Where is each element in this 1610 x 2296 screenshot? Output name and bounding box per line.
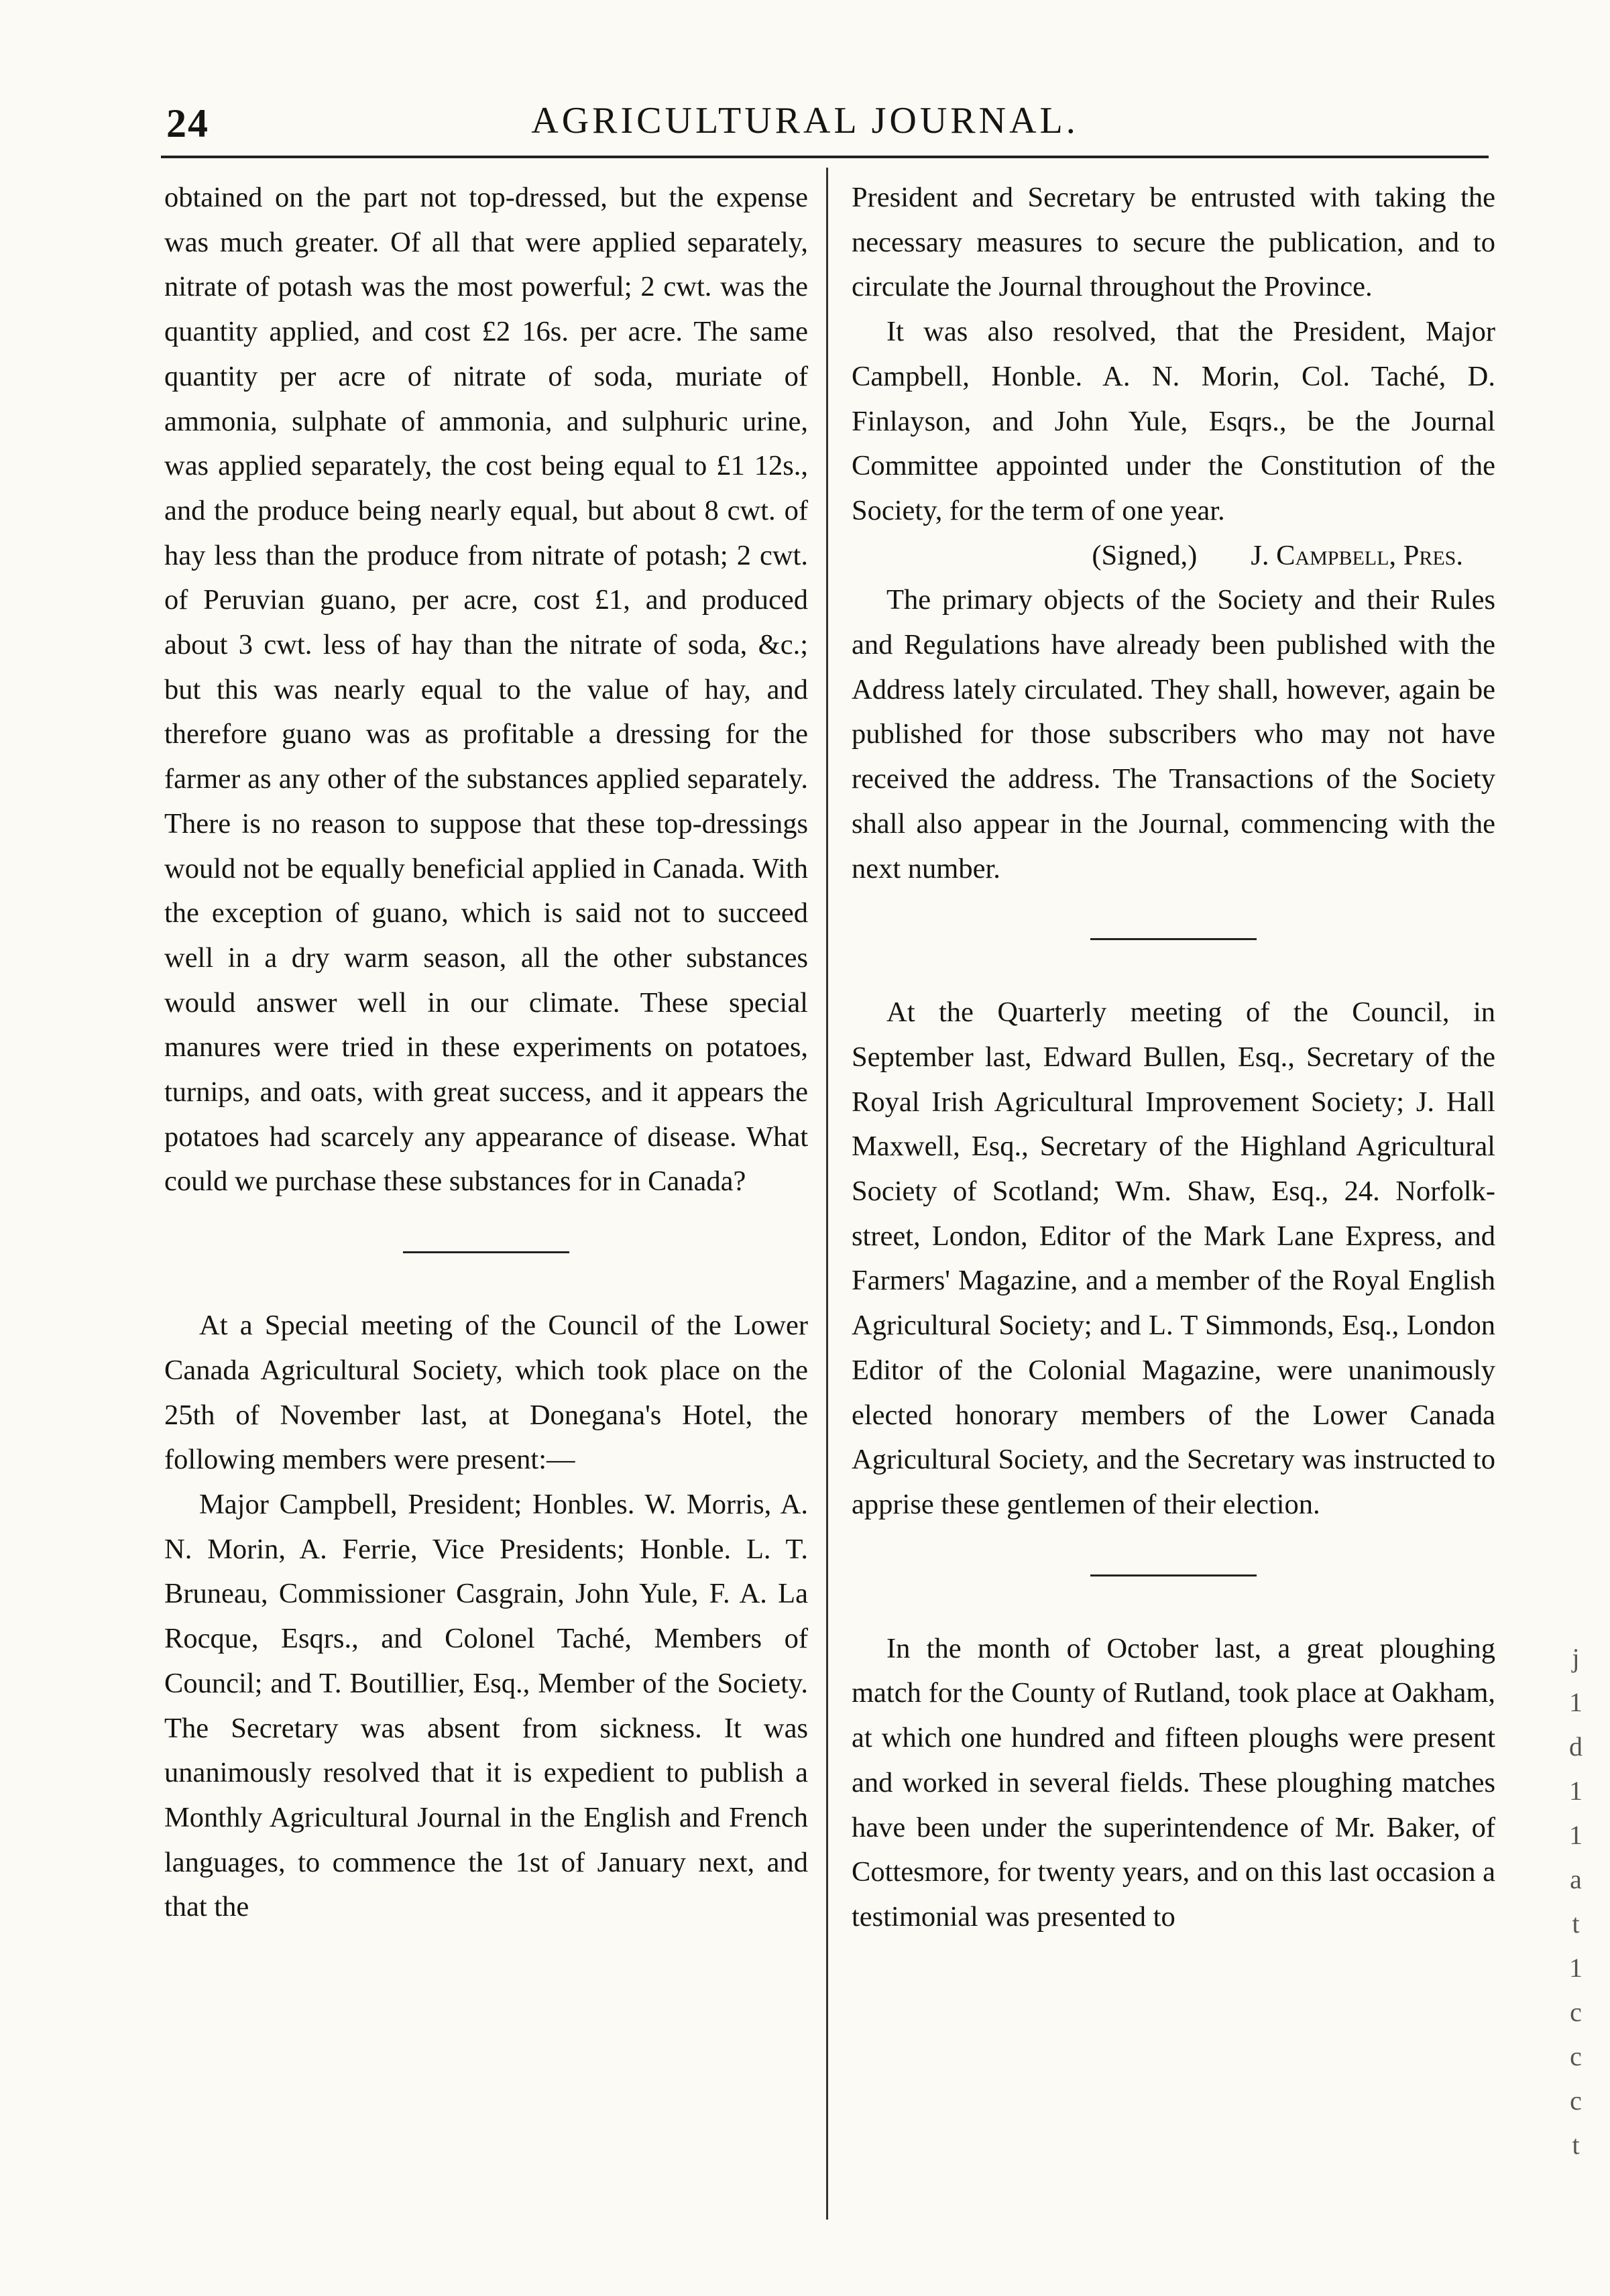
paragraph-special-meeting: At a Special meeting of the Council of the Lower Canada Agricultural Society, which took place on the 25th of November last, at Donegana's Hotel, the following members were present:—	[164, 1310, 808, 1476]
margin-mark: c	[1570, 1997, 1582, 2027]
paragraph-top-dressing-results: obtained on the part not top-dressed, but the expense was much greater. Of all that were applied separately, nitrate of potash was the most powerful; 2 cwt. was the quantity applied, and cost £2 16s. per acre. The same quantity per acre of nitrate of soda, muriate of ammonia, sulphate of ammonia, and sulphuric urine, was applied separately, the cost being equal to £1 12s., and the produce being nearly equal, but about 8 cwt. of hay less than the produce from nitrate of potash; 2 cwt. of Peruvian guano, per acre, cost £1, and produced about 3 cwt. less of hay than the nitrate of soda, &c.; but this was nearly equal to the value of hay, and therefore guano was as profitable a dressing for the farmer as any other of the substances applied separately. There is no reason to suppose that these top-dressings would not be equally beneficial applied in Canada. With the exception of guano, which is said not to succeed well in a dry warm season, all the other substances would answer well in our climate. These special manures were tried in these experiments on potatoes, turnips, and oats, with great success, and it appears the potatoes had scarcely any appearance of disease. What could we purchase these substances for in Canada?	[164, 182, 808, 1198]
signature-line	[852, 534, 1495, 579]
right-column	[852, 176, 1495, 1940]
section-divider	[1090, 1574, 1257, 1576]
margin-mark: 1	[1569, 1687, 1583, 1717]
signed-label: (Signed,)	[1092, 539, 1198, 571]
signed-name: J. Campbell, Pres.	[1251, 539, 1463, 571]
margin-mark: d	[1569, 1731, 1583, 1762]
header-rule	[161, 156, 1489, 158]
paragraph-ploughing-match: In the month of October last, a great ploughing match for the County of Rutland, took place at Oakham, at which one hundred and fifteen ploughs were present and worked in several fields. These ploughing matches have been under the superintendence of Mr. Baker, of Cottesmore, for twenty years, and on this last occasion a testimonial was presented to	[852, 1632, 1495, 1933]
margin-mark: c	[1570, 2041, 1582, 2071]
paragraph-members-present: Major Campbell, President; Honbles. W. Morris, A. N. Morin, A. Ferrie, Vice Presidents; Honble. L. T. Bruneau, Commissioner Casgrain, John Yule, F. A. La Rocque, Esqrs., and Colonel Taché, Members of Council; and T. Boutillier, Esq., Member of the Society. The Secretary was absent from sickness. It was unanimously resolved that it is expedient to publish a Monthly Agricultural Journal in the English and French languages, to commence the 1st of January next, and that the	[164, 1488, 808, 1923]
section-divider	[1090, 938, 1257, 940]
margin-mark: j	[1572, 1643, 1580, 1673]
paragraph-publication-continued: President and Secretary be entrusted with taking the necessary measures to secure the publication, and to circulate the Journal throughout the Province.	[852, 182, 1495, 303]
margin-mark: 1	[1569, 1820, 1583, 1850]
margin-mark: c	[1570, 2085, 1582, 2116]
paragraph-journal-committee: It was also resolved, that the President, Major Campbell, Honble. A. N. Morin, Col. Taché, D. Finlayson, and John Yule, Esqrs., be the Journal Committee appointed under the Constitution of the Society, for the term of one year.	[852, 316, 1495, 526]
margin-mark: t	[1572, 2130, 1580, 2160]
margin-mark: t	[1572, 1908, 1580, 1939]
margin-mark: a	[1570, 1864, 1582, 1894]
margin-mark: 1	[1569, 1953, 1583, 1983]
left-column	[164, 176, 808, 1930]
section-divider	[403, 1251, 569, 1253]
page-number: 24	[166, 101, 209, 146]
column-divider	[826, 168, 828, 2220]
running-title: AGRICULTURAL JOURNAL.	[531, 100, 1079, 141]
paragraph-society-objects: The primary objects of the Society and their Rules and Regulations have already been published with the Address lately circulated. They shall, however, again be published for those subscribers who may not have received the address. The Transactions of the Society shall also appear in the Journal, commencing with the next number.	[852, 584, 1495, 884]
margin-marks	[1566, 1636, 1586, 2167]
margin-mark: 1	[1569, 1776, 1583, 1806]
paragraph-quarterly-meeting: At the Quarterly meeting of the Council, in September last, Edward Bullen, Esq., Secretary of the Royal Irish Agricultural Improvement Society; J. Hall Maxwell, Esq., Secretary of the Highland Agricultural Society of Scotland; Wm. Shaw, Esq., 24. Norfolk-street, London, Editor of the Mark Lane Express, and Farmers' Magazine, and a member of the Royal English Agricultural Society; and L. T Simmonds, Esq., London Editor of the Colonial Magazine, were unanimously elected honorary members of the Lower Canada Agricultural Society, and the Secretary was instructed to apprise these gentlemen of their election.	[852, 996, 1495, 1520]
